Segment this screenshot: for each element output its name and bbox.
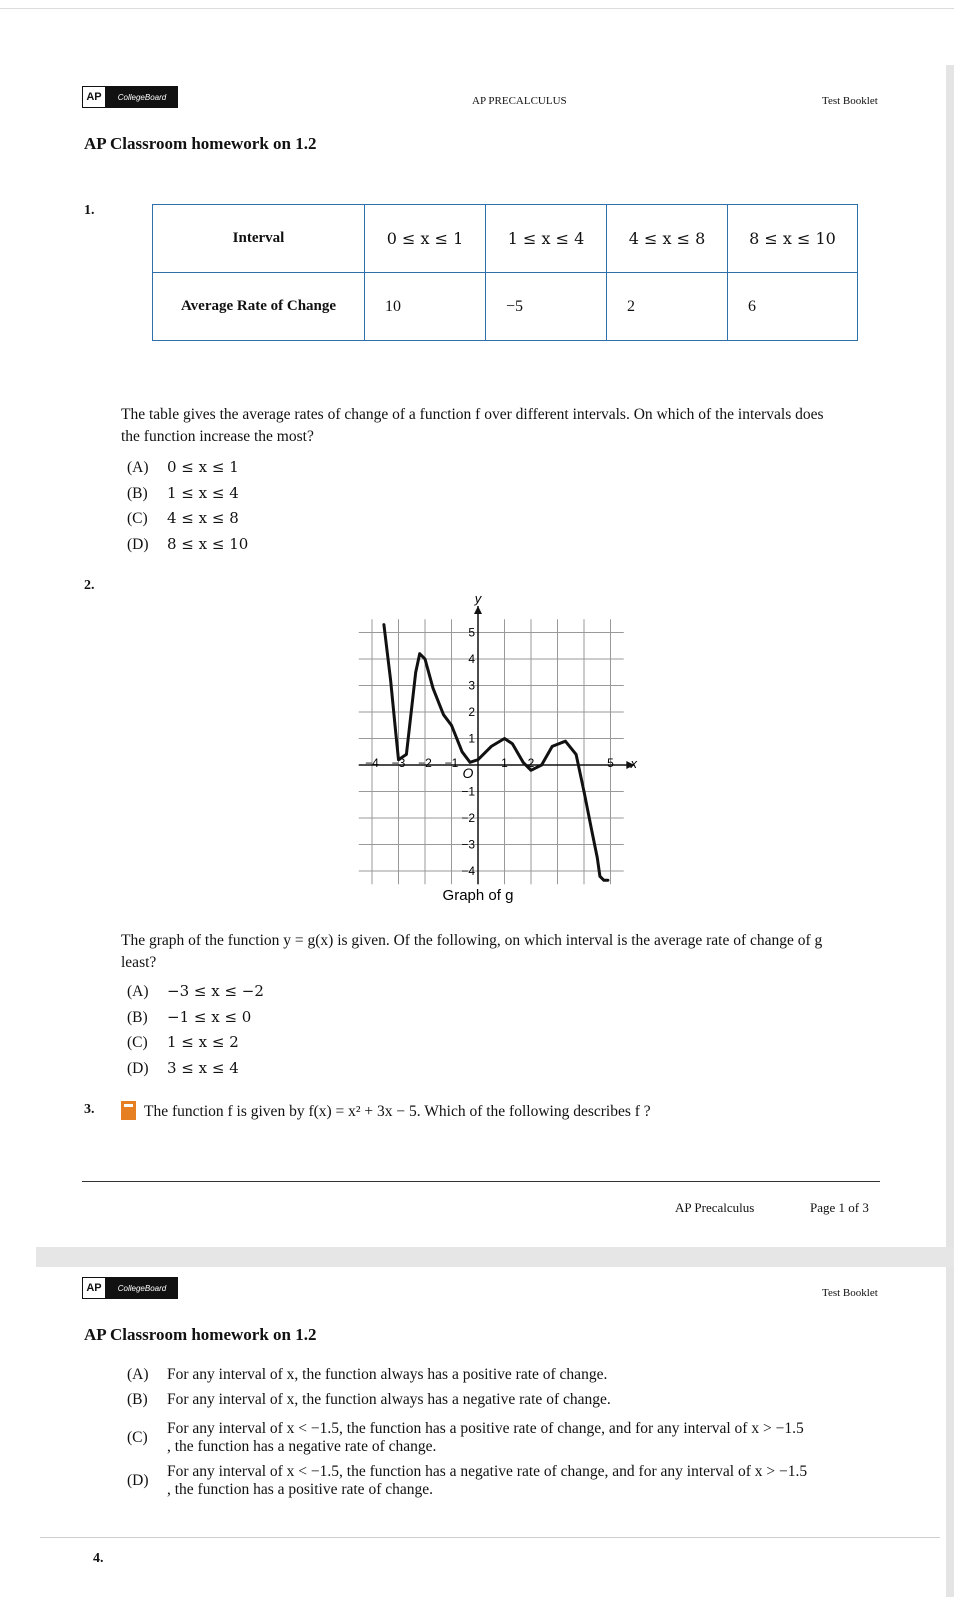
ap-collegeboard-logo xyxy=(82,1277,178,1299)
footer-page-number: Page 1 of 3 xyxy=(810,1200,869,1215)
y-axis-arrow xyxy=(474,606,482,614)
table-cell: 2 xyxy=(607,273,728,341)
option-text: For any interval of x < −1.5, the function has a negative rate of change, and for any interval of x > −1.5 xyxy=(167,1462,808,1480)
y-tick-label: 2 xyxy=(468,705,475,719)
answer-option-d[interactable] xyxy=(127,1459,887,1502)
table-cell: 10 xyxy=(365,273,486,341)
question-prompt xyxy=(121,930,822,974)
ap-logo: AP xyxy=(82,1277,106,1299)
table-cell: 1 ≤ x ≤ 4 xyxy=(486,205,607,273)
footer-rule xyxy=(82,1181,880,1182)
calculator-icon xyxy=(121,1101,136,1120)
page-gap xyxy=(36,1247,954,1267)
option-letter: (C) xyxy=(127,1428,148,1446)
y-tick-label: 3 xyxy=(468,678,475,693)
answer-choices xyxy=(127,455,248,558)
table-header-interval: Interval xyxy=(153,205,365,273)
graph-caption: Graph of g xyxy=(442,887,514,904)
y-tick-label: 4 xyxy=(468,652,475,666)
option-letter: (D) xyxy=(127,536,149,554)
answer-option-d[interactable] xyxy=(127,1056,264,1082)
x-tick-label: 2 xyxy=(527,756,535,770)
footer-course: AP Precalculus xyxy=(675,1200,755,1215)
option-text: 1 ≤ x ≤ 2 xyxy=(167,1033,239,1052)
graph-tick-labels xyxy=(365,626,614,879)
option-letter: (C) xyxy=(127,1034,148,1052)
page-title: AP Classroom homework on 1.2 xyxy=(84,134,317,153)
y-tick-label: −2 xyxy=(461,811,475,825)
option-text: 0 ≤ x ≤ 1 xyxy=(167,458,239,476)
option-text: −3 ≤ x ≤ −2 xyxy=(167,982,264,1000)
x-tick-label: −2 xyxy=(418,756,432,770)
section-divider xyxy=(40,1537,940,1538)
option-letter: (B) xyxy=(127,484,148,502)
ap-logo: AP xyxy=(82,86,106,108)
answer-option-b[interactable] xyxy=(127,481,248,507)
y-tick-label: −1 xyxy=(461,784,475,799)
option-letter: (B) xyxy=(127,1391,148,1408)
option-letter: (A) xyxy=(127,459,149,476)
x-tick-label: −3 xyxy=(391,756,406,770)
table-cell: 8 ≤ x ≤ 10 xyxy=(728,205,858,273)
option-text: , the function has a positive rate of change. xyxy=(167,1480,433,1498)
question-number: 2. xyxy=(84,578,95,593)
rate-table xyxy=(152,204,858,341)
answer-option-c[interactable] xyxy=(127,506,248,532)
x-tick-label: 5 xyxy=(607,756,614,770)
option-text: For any interval of x < −1.5, the function has a positive rate of change, and for any interval of x > −1.5 xyxy=(167,1419,804,1437)
answer-option-a[interactable] xyxy=(127,455,248,481)
question-prompt xyxy=(121,1101,651,1123)
answer-option-b[interactable] xyxy=(127,1391,887,1416)
option-letter: (B) xyxy=(127,1008,148,1026)
question-number: 1. xyxy=(84,203,95,218)
option-letter: (A) xyxy=(127,1366,149,1383)
graph-of-g xyxy=(350,588,640,908)
answer-option-c[interactable] xyxy=(127,1416,887,1459)
table-cell: 4 ≤ x ≤ 8 xyxy=(607,205,728,273)
prompt-line: The graph of the function y = g(x) is given. Of the following, on which interval is the average rate of change of g xyxy=(121,932,823,949)
option-text: 8 ≤ x ≤ 10 xyxy=(167,535,249,554)
answer-choices xyxy=(127,979,264,1082)
option-text: , the function has a negative rate of change. xyxy=(167,1437,437,1455)
booklet-label: Test Booklet xyxy=(822,1287,878,1299)
collegeboard-logo: CollegeBoard xyxy=(106,86,178,108)
option-text: For any interval of x, the function always has a positive rate of change. xyxy=(167,1366,608,1383)
option-text: −1 ≤ x ≤ 0 xyxy=(167,1007,252,1026)
table-cell: 0 ≤ x ≤ 1 xyxy=(365,205,486,273)
course-title: AP PRECALCULUS xyxy=(472,95,567,107)
option-letter: (C) xyxy=(127,510,148,528)
prompt-line: the function increase the most? xyxy=(121,428,314,445)
prompt-text: The function f is given by f(x) = x² + 3x − 5. Which of the following describes f ? xyxy=(144,1103,651,1120)
y-tick-label: −4 xyxy=(461,864,475,878)
x-tick-label: −1 xyxy=(444,756,459,770)
option-text: For any interval of x, the function always has a negative rate of change. xyxy=(167,1391,611,1408)
y-axis-label: y xyxy=(474,591,482,606)
option-letter: (D) xyxy=(127,1471,149,1489)
top-divider xyxy=(0,8,954,9)
question-prompt xyxy=(121,404,824,448)
answer-option-a[interactable] xyxy=(127,1366,887,1391)
x-tick-label: −4 xyxy=(365,756,379,770)
answer-option-c[interactable] xyxy=(127,1030,264,1056)
option-text: 1 ≤ x ≤ 4 xyxy=(167,483,239,502)
answer-option-a[interactable] xyxy=(127,979,264,1005)
ap-collegeboard-logo xyxy=(82,86,178,108)
g-curve xyxy=(384,625,608,881)
answer-option-b[interactable] xyxy=(127,1005,264,1031)
answer-option-d[interactable] xyxy=(127,532,248,558)
option-letter: (A) xyxy=(127,983,149,1000)
y-tick-label: −3 xyxy=(461,837,475,852)
x-axis-label: x xyxy=(630,756,637,771)
table-cell: −5 xyxy=(486,273,607,341)
y-tick-label: 1 xyxy=(468,731,475,746)
page-title: AP Classroom homework on 1.2 xyxy=(84,1325,317,1344)
question-number: 3. xyxy=(84,1102,95,1117)
origin-label: O xyxy=(462,765,474,781)
option-text: 4 ≤ x ≤ 8 xyxy=(167,509,239,528)
option-text: 3 ≤ x ≤ 4 xyxy=(167,1059,239,1078)
answer-choices xyxy=(127,1366,887,1502)
collegeboard-logo: CollegeBoard xyxy=(106,1277,178,1299)
prompt-line: The table gives the average rates of change of a function f over different intervals. On which of the intervals does xyxy=(121,406,824,423)
prompt-line: least? xyxy=(121,954,157,971)
table-header-rate: Average Rate of Change xyxy=(153,273,365,341)
booklet-label: Test Booklet xyxy=(822,95,878,107)
table-cell: 6 xyxy=(728,273,858,341)
table-row xyxy=(153,273,858,341)
question-number: 4. xyxy=(93,1551,104,1566)
table-row xyxy=(153,205,858,273)
option-letter: (D) xyxy=(127,1060,149,1078)
y-tick-label: 5 xyxy=(468,625,475,640)
x-tick-label: 1 xyxy=(501,756,508,770)
